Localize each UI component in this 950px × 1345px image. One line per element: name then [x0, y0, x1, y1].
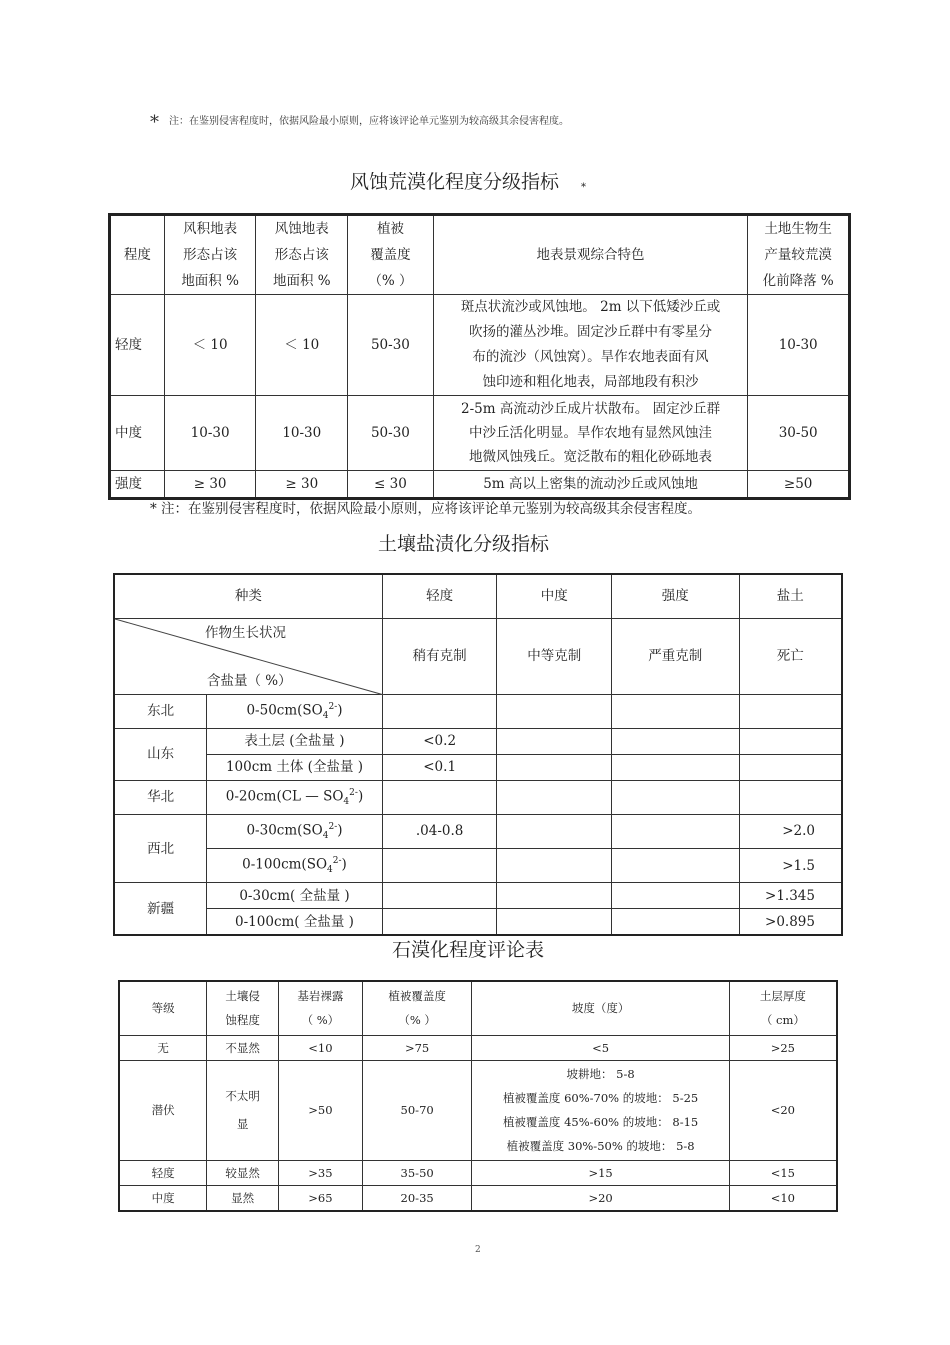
description-cell: 斑点状流沙或风蚀地。 2m 以下低矮沙丘或 吹扬的灌丛沙堆。固定沙丘群中有零星分 布的流沙（风蚀窝）。旱作农地表面有风 蚀印迹和粗化地表，局部地段有积沙	[433, 295, 748, 396]
level-cell: 中度	[119, 1185, 207, 1211]
header-cell: 风蚀地表 形态占该 地面积 %	[256, 215, 348, 295]
data-cell	[739, 754, 842, 780]
indicator-cell: 0-30cm( 全盐量 )	[207, 883, 383, 909]
table-row	[114, 909, 842, 935]
table1-note: * 注：在鉴别侵害程度时，依据风险最小原则，应将该评论单元鉴别为较高级其余侵害程度。	[150, 501, 702, 517]
region-cell: 华北	[114, 780, 207, 814]
table-row	[114, 849, 842, 883]
data-cell	[612, 780, 740, 814]
data-cell	[497, 754, 612, 780]
data-cell: <0.1	[382, 754, 497, 780]
page-number: 2	[475, 1245, 481, 1255]
table1-header-row	[110, 215, 850, 295]
header-cell: 稍有克制	[382, 618, 497, 694]
region-cell: 新疆	[114, 883, 207, 935]
data-cell: 10-30	[748, 295, 850, 396]
data-cell: ≤ 30	[348, 471, 434, 499]
data-cell	[739, 780, 842, 814]
data-cell	[382, 909, 497, 935]
table1-title-star: *	[581, 182, 587, 193]
header-cell: 严重克制	[612, 618, 740, 694]
diag-top-label: 作物生长状况	[205, 625, 286, 641]
data-cell: >1.5	[739, 849, 842, 883]
salinization-table	[113, 573, 843, 936]
data-cell: ＜ 10	[164, 295, 256, 396]
table-row	[119, 1185, 837, 1211]
header-cell: 地表景观综合特色	[433, 215, 748, 295]
description-cell: 2-5m 高流动沙丘成片状散布。 固定沙丘群 中沙丘活化明显。旱作农地有显然风蚀洼 地微风蚀残丘。宽泛散布的粗化砂砾地表	[433, 396, 748, 471]
table-row	[119, 1160, 837, 1185]
level-cell: 轻度	[119, 1160, 207, 1185]
region-cell: 东北	[114, 694, 207, 728]
data-cell: 50-30	[348, 295, 434, 396]
data-cell: >65	[279, 1185, 363, 1211]
table1-title-text: 风蚀荒漠化程度分级指标	[350, 171, 560, 193]
indicator-cell: 0-20cm(CL — $SO_4^{2-}$)	[207, 780, 383, 814]
data-cell	[497, 728, 612, 754]
data-cell	[497, 814, 612, 848]
data-cell	[739, 694, 842, 728]
data-cell	[612, 814, 740, 848]
data-cell: <10	[729, 1185, 837, 1211]
description-cell: 5m 高以上密集的流动沙丘或风蚀地	[433, 471, 748, 499]
data-cell	[612, 883, 740, 909]
table-row	[114, 780, 842, 814]
data-cell: >2.0	[739, 814, 842, 848]
top-note	[150, 112, 569, 133]
data-cell: >0.895	[739, 909, 842, 935]
data-cell: 较显然	[207, 1160, 279, 1185]
header-cell: 植被 覆盖度 （% ）	[348, 215, 434, 295]
level-cell: 无	[119, 1035, 207, 1060]
header-cell: 风积地表 形态占该 地面积 %	[164, 215, 256, 295]
rocky-desertification-table	[118, 980, 838, 1212]
table-row	[114, 728, 842, 754]
header-cell: 土壤侵 蚀程度	[207, 981, 279, 1035]
table-row	[114, 883, 842, 909]
data-cell	[612, 849, 740, 883]
data-cell: .04-0.8	[382, 814, 497, 848]
slope-cell: 坡耕地： 5-8 植被覆盖度 60%-70% 的坡地： 5-25 植被覆盖度 45%-60% 的坡地： 8-15 植被覆盖度 30%-50% 的坡地： 5-8	[472, 1060, 729, 1160]
header-cell: 坡度（度）	[472, 981, 729, 1035]
note-star: *	[150, 112, 159, 133]
table-row	[114, 754, 842, 780]
data-cell	[382, 849, 497, 883]
data-cell: >25	[729, 1035, 837, 1060]
data-cell: >50	[279, 1060, 363, 1160]
data-cell: ≥50	[748, 471, 850, 499]
data-cell	[612, 754, 740, 780]
header-cell: 中度	[497, 574, 612, 618]
data-cell: 30-50	[748, 396, 850, 471]
table-row	[110, 471, 850, 499]
data-cell	[612, 909, 740, 935]
wind-erosion-table	[108, 213, 851, 500]
data-cell	[497, 694, 612, 728]
table-row	[110, 295, 850, 396]
indicator-cell: 100cm 土体 (全盐量 )	[207, 754, 383, 780]
data-cell	[612, 694, 740, 728]
table-row	[119, 1060, 837, 1160]
data-cell: <15	[729, 1160, 837, 1185]
region-cell: 山东	[114, 728, 207, 780]
data-cell: 20-35	[362, 1185, 472, 1211]
data-cell: ＜ 10	[256, 295, 348, 396]
data-cell	[497, 909, 612, 935]
data-cell	[382, 694, 497, 728]
table2-title: 土壤盐渍化分级指标	[378, 533, 550, 555]
table3-header-row	[119, 981, 837, 1035]
data-cell	[612, 728, 740, 754]
table-row	[119, 1035, 837, 1060]
table1-title	[350, 167, 586, 194]
level-cell: 中度	[110, 396, 165, 471]
header-cell: 土地生物生 产量较荒漠 化前降落 %	[748, 215, 850, 295]
data-cell: >75	[362, 1035, 472, 1060]
header-cell: 种类	[114, 574, 382, 618]
diag-bottom-label: 含盐量（ %）	[207, 673, 292, 689]
data-cell: 35-50	[362, 1160, 472, 1185]
data-cell	[497, 780, 612, 814]
data-cell: <10	[279, 1035, 363, 1060]
table3-title: 石漠化程度评论表	[392, 939, 545, 961]
table2-header-row	[114, 574, 842, 618]
header-cell: 程度	[110, 215, 165, 295]
level-cell: 强度	[110, 471, 165, 499]
header-cell: 土层厚度 （ cm）	[729, 981, 837, 1035]
data-cell: 10-30	[256, 396, 348, 471]
header-cell: 盐土	[739, 574, 842, 618]
data-cell: >15	[472, 1160, 729, 1185]
table2-subheader-row	[114, 618, 842, 694]
diagonal-header-cell	[114, 618, 382, 694]
level-cell: 轻度	[110, 295, 165, 396]
data-cell: >35	[279, 1160, 363, 1185]
data-cell	[739, 728, 842, 754]
indicator-cell: 0-100cm( 全盐量 )	[207, 909, 383, 935]
data-cell: >20	[472, 1185, 729, 1211]
header-cell: 等级	[119, 981, 207, 1035]
header-cell: 死亡	[739, 618, 842, 694]
data-cell: 不太明 显	[207, 1060, 279, 1160]
data-cell: 50-70	[362, 1060, 472, 1160]
data-cell: <20	[729, 1060, 837, 1160]
data-cell: >1.345	[739, 883, 842, 909]
level-cell: 潜伏	[119, 1060, 207, 1160]
header-cell: 轻度	[382, 574, 497, 618]
header-cell: 中等克制	[497, 618, 612, 694]
data-cell: ≥ 30	[256, 471, 348, 499]
table-row	[114, 814, 842, 848]
data-cell: 不显然	[207, 1035, 279, 1060]
data-cell	[382, 883, 497, 909]
data-cell: <0.2	[382, 728, 497, 754]
top-note-text: 注：在鉴别侵害程度时，依据风险最小原则，应将该评论单元鉴别为较高级其余侵害程度。	[169, 116, 569, 127]
header-cell: 强度	[612, 574, 740, 618]
header-cell: 基岩裸露 （ %）	[279, 981, 363, 1035]
data-cell: 显然	[207, 1185, 279, 1211]
indicator-cell: $0-30cm(SO_4^{2-})$	[207, 814, 383, 848]
indicator-cell: $0-50cm(SO_4^{2-})$	[207, 694, 383, 728]
table-row	[114, 694, 842, 728]
data-cell: 50-30	[348, 396, 434, 471]
data-cell: ≥ 30	[164, 471, 256, 499]
data-cell: 10-30	[164, 396, 256, 471]
data-cell	[497, 849, 612, 883]
data-cell	[497, 883, 612, 909]
region-cell: 西北	[114, 814, 207, 882]
indicator-cell: $0-100cm(SO_4^{2-})$	[207, 849, 383, 883]
indicator-cell: 表土层 (全盐量 )	[207, 728, 383, 754]
data-cell	[382, 780, 497, 814]
header-cell: 植被覆盖度 （% ）	[362, 981, 472, 1035]
data-cell: <5	[472, 1035, 729, 1060]
table-row	[110, 396, 850, 471]
